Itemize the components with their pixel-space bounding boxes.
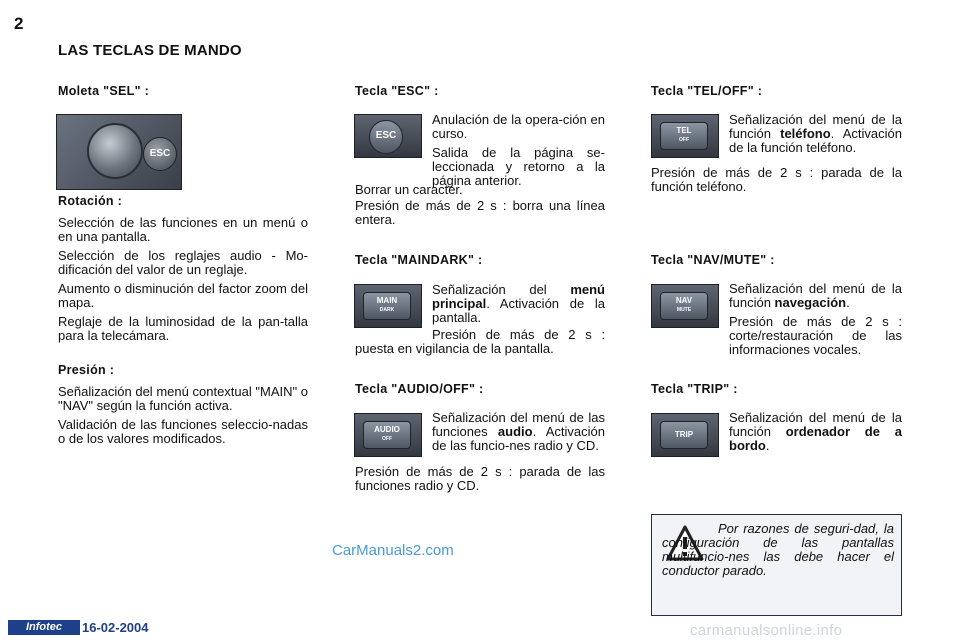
tel-heading: Tecla "TEL/OFF" : — [651, 84, 763, 98]
tel-key-image — [651, 114, 719, 158]
trip-text-block — [729, 411, 902, 458]
press-text-2: Validación de las funciones seleccio-nadas o de los valores modificados. — [58, 417, 308, 446]
audio-key-image — [354, 413, 422, 457]
nav-text-block — [729, 282, 902, 362]
page-number: 2 — [14, 14, 24, 33]
site-watermark: carmanualsonline.info — [690, 622, 843, 639]
sel-knob-image — [56, 114, 182, 190]
audio-heading: Tecla "AUDIO/OFF" : — [355, 382, 484, 396]
trip-heading: Tecla "TRIP" : — [651, 382, 738, 396]
page-title: LAS TECLAS DE MANDO — [58, 42, 242, 59]
nav-text-2: Presión de más de 2 s : corte/restauración de las informaciones vocales. — [729, 314, 902, 357]
audio-text-block — [432, 411, 605, 458]
tel-key-icon: TEL OFF — [660, 122, 708, 150]
infotec-logo: Infotec — [8, 620, 80, 635]
trip-text-1: Señalización del menú de la función ordenador de a bordo. — [729, 410, 902, 453]
sel-dial-icon — [87, 123, 143, 179]
rotation-text-4: Reglaje de la luminosidad de la pan-talla para la telecámara. — [58, 314, 308, 343]
rotation-text-3: Aumento o disminución del factor zoom del mapa. — [58, 281, 308, 310]
audio-text-1: Señalización del menú de las funciones audio. Activación de las funcio-nes radio y CD. — [432, 410, 605, 453]
esc-text-2: Salida de la página se-leccionada y retorno a la página anterior. — [432, 145, 605, 188]
nav-key-icon: NAV MUTE — [660, 292, 708, 320]
audio-text-2: Presión de más de 2 s : parada de las funciones radio y CD. — [355, 464, 605, 493]
press-heading: Presión : — [58, 363, 115, 377]
warning-text: Por razones de seguri-dad, la configuración de las pantallas multifuncio-nes las debe hacer el conductor parado. — [662, 521, 894, 578]
nav-key-image — [651, 284, 719, 328]
audio-text-block-2 — [355, 465, 605, 498]
esc-text-block — [432, 113, 605, 193]
esc-text-3: Borrar un caracter. — [355, 182, 463, 197]
maindark-text-block — [432, 283, 605, 330]
maindark-key-image — [354, 284, 422, 328]
esc-text-1: Anulación de la opera-ción en curso. — [432, 112, 605, 141]
tel-text-1: Señalización del menú de la función teléfono. Activación de la función teléfono. — [729, 112, 902, 155]
tel-text-block — [729, 113, 902, 160]
footer-date: 16-02-2004 — [82, 620, 149, 635]
watermark: CarManuals2.com — [332, 542, 454, 559]
esc-key-icon: ESC — [369, 120, 403, 154]
tel-text-block-2 — [651, 166, 902, 199]
audio-key-icon: AUDIO OFF — [363, 421, 411, 449]
maindark-text-1: Señalización del menú principal. Activación de la pantalla. — [432, 282, 605, 325]
trip-key-image — [651, 413, 719, 457]
rotation-text-2: Selección de los reglajes audio - Mo-dificación del valor de un reglaje. — [58, 248, 308, 277]
maindark-text-block-2 — [355, 328, 605, 361]
trip-key-icon: TRIP — [660, 421, 708, 449]
press-text-1: Señalización del menú contextual "MAIN" o "NAV" según la función activa. — [58, 384, 308, 413]
sel-knob-section — [58, 84, 308, 98]
maindark-heading: Tecla "MAINDARK" : — [355, 253, 483, 267]
esc-heading: Tecla "ESC" : — [355, 84, 439, 98]
rotation-heading: Rotación : — [58, 194, 123, 208]
tel-text-2: Presión de más de 2 s : parada de la función teléfono. — [651, 165, 902, 194]
esc-key-image — [354, 114, 422, 158]
esc-text-4: Presión de más de 2 s : borra una línea entera. — [355, 198, 605, 227]
esc-button-icon: ESC — [143, 137, 177, 171]
sel-heading: Moleta "SEL" : — [58, 84, 150, 98]
rotation-text-1: Selección de las funciones en un menú o en una pantalla. — [58, 215, 308, 244]
sel-description — [58, 194, 308, 451]
warning-box — [651, 514, 902, 616]
esc-text-block-2 — [355, 183, 605, 232]
maindark-text-2: Presión de más de 2 s : puesta en vigilancia de la pantalla. — [355, 327, 605, 356]
nav-heading: Tecla "NAV/MUTE" : — [651, 253, 775, 267]
main-key-icon: MAIN DARK — [363, 292, 411, 320]
nav-text-1: Señalización del menú de la función navegación. — [729, 281, 902, 310]
